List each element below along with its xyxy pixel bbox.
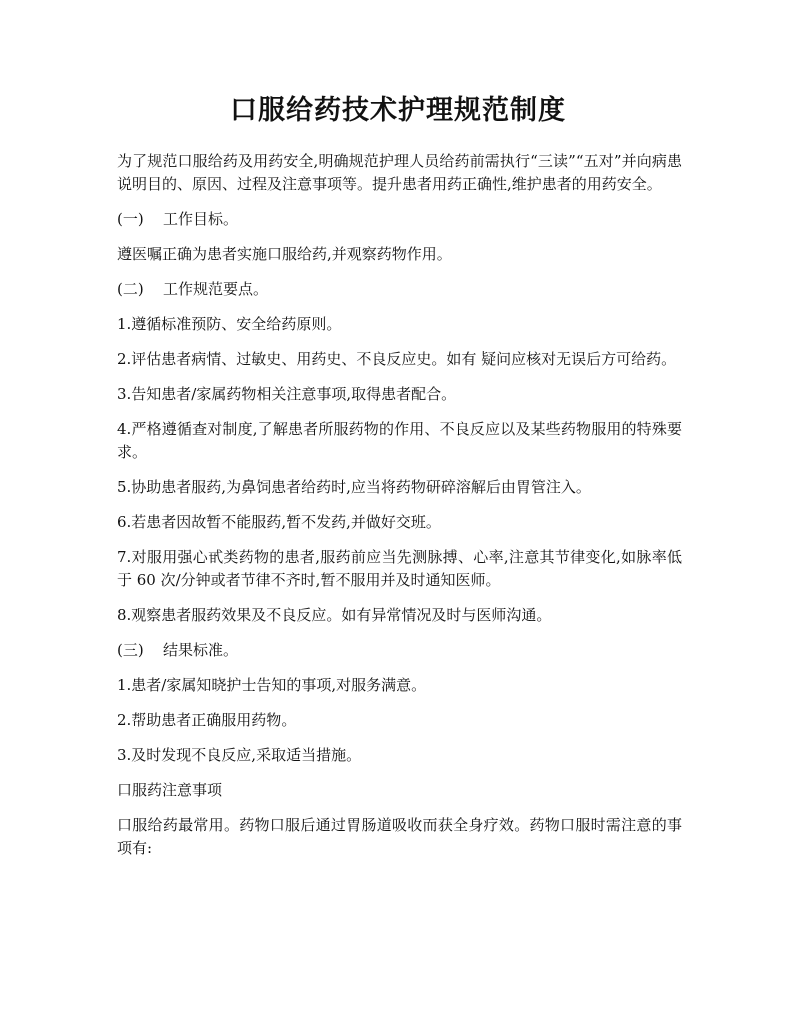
list-item: 2.帮助患者正确服用药物。 <box>117 711 297 729</box>
document-body <box>117 150 682 872</box>
notes-intro-paragraph: 口服给药最常用。药物口服后通过胃肠道吸收而获全身疗效。药物口服时需注意的事项有: <box>117 816 682 857</box>
section-number: (三) <box>117 641 144 659</box>
list-item: 3.告知患者/家属药物相关注意事项,取得患者配合。 <box>117 385 457 403</box>
list-item: 4.严格遵循查对制度,了解患者所服药物的作用、不良反应以及某些药物服用的特殊要求。 <box>117 420 682 461</box>
list-item: 1.患者/家属知晓护士告知的事项,对服务满意。 <box>117 676 427 694</box>
section-heading-goal <box>117 208 682 231</box>
goal-paragraph: 遵医嘱正确为患者实施口服给药,并观察药物作用。 <box>117 245 452 263</box>
list-item: 2.评估患者病情、过敏史、用药史、不良反应史。如有 疑问应核对无误后方可给药。 <box>117 350 677 368</box>
section-label: 工作目标。 <box>163 210 239 228</box>
section-label: 工作规范要点。 <box>163 280 269 298</box>
notes-heading: 口服药注意事项 <box>117 781 223 799</box>
list-item: 3.及时发现不良反应,采取适当措施。 <box>117 746 362 764</box>
section-number: (一) <box>117 210 144 228</box>
list-item: 5.协助患者服药,为鼻饲患者给药时,应当将药物研碎溶解后由胃管注入。 <box>117 478 591 496</box>
list-item: 8.观察患者服药效果及不良反应。如有异常情况及时与医师沟通。 <box>117 606 552 624</box>
section-heading-results <box>117 639 682 662</box>
list-item: 6.若患者因故暂不能服药,暂不发药,并做好交班。 <box>117 513 441 531</box>
section-number: (二) <box>117 280 144 298</box>
list-item: 1.遵循标准预防、安全给药原则。 <box>117 315 342 333</box>
section-label: 结果标准。 <box>163 641 239 659</box>
section-heading-points <box>117 278 682 301</box>
page-title: 口服给药技术护理规范制度 <box>230 95 566 126</box>
intro-paragraph: 为了规范口服给药及用药安全,明确规范护理人员给药前需执行“三读”“五对”并向病患说明目的、原因、过程及注意事项等。提升患者用药正确性,维护患者的用药安全。 <box>117 152 682 193</box>
list-item: 7.对服用强心甙类药物的患者,服药前应当先测脉搏、心率,注意其节律变化,如脉率低于 60 次/分钟或者节律不齐时,暂不服用并及时通知医师。 <box>117 548 682 589</box>
